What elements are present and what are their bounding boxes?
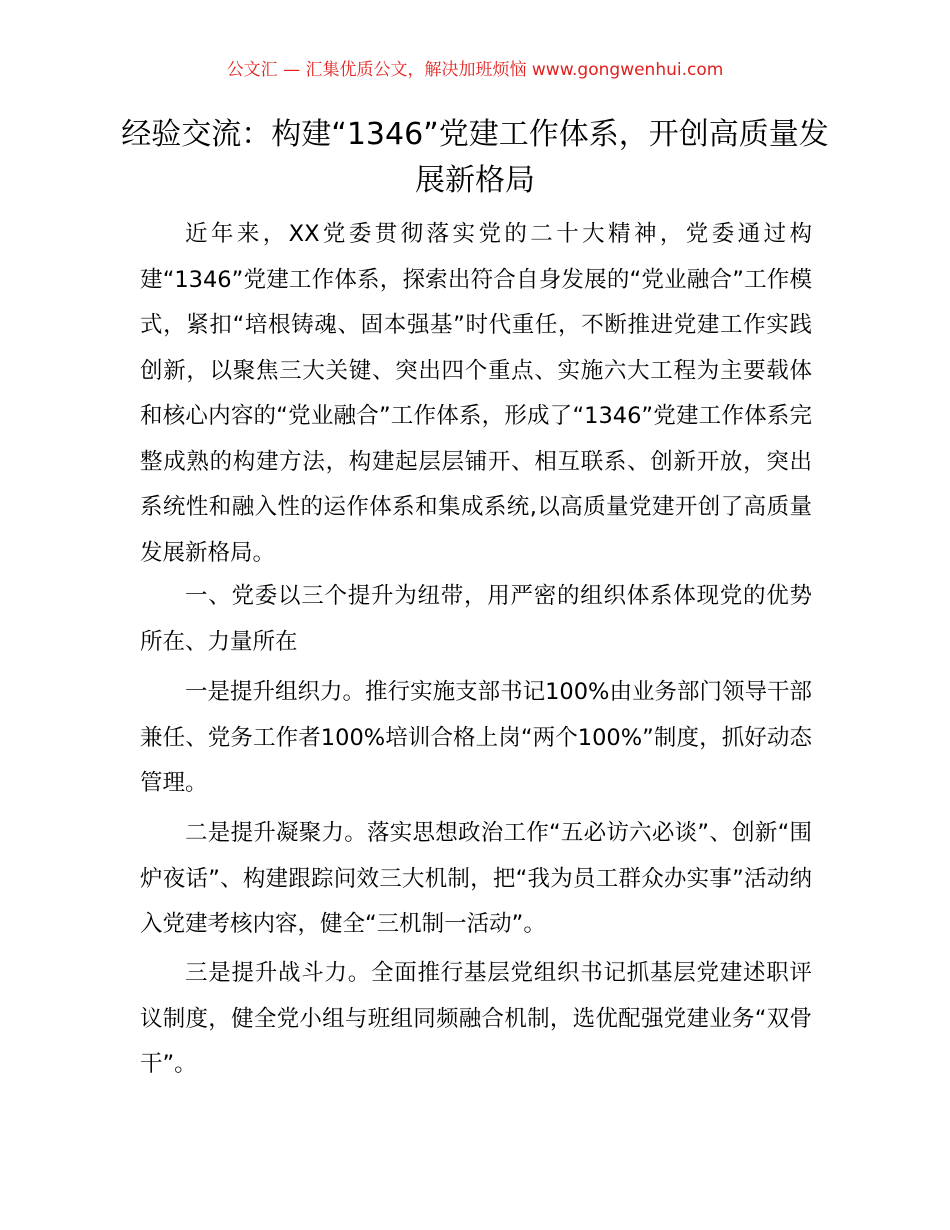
document-title: 经验交流：构建“1346”党建工作体系，开创高质量发展新格局 (121, 117, 829, 198)
header-banner: 公文汇 — 汇集优质公文，解决加班烦恼 www.gongwenhui.com (226, 60, 724, 80)
point-3-paragraph: 三是提升战斗力。全面推行基层党组织书记抓基层党建述职评议制度，健全党小组与班组同频融合机制，选优配强党建业务“双骨干”。 (140, 960, 812, 1077)
point-1-paragraph: 一是提升组织力。推行实施支部书记100%由业务部门领导干部兼任、党务工作者100%培训合格上岗“两个100%”制度，抓好动态管理。 (140, 679, 812, 796)
intro-paragraph: 近年来，XX党委贯彻落实党的二十大精神，党委通过构建“1346”党建工作体系，探索出符合自身发展的“党业融合”工作模式，紧扣“培根铸魂、固本强基”时代重任，不断推进党建工作实践创新，以聚焦三大关键、突出四个重点、实施六大工程为主要载体和核心内容的“党业融合”工作体系，形成了“1346”党建工作体系完整成熟的构建方法，构建起层层铺开、相互联系、创新开放，突出系统性和融入性的运作体系和集成系统,以高质量党建开创了高质量发展新格局。 (140, 221, 812, 566)
point-2-paragraph: 二是提升凝聚力。落实思想政治工作“五必访六必谈”、创新“围炉夜话”、构建跟踪问效三大机制，把“我为员工群众办实事”活动纳入党建考核内容，健全“三机制一活动”。 (140, 820, 812, 937)
section-heading-1: 一、党委以三个提升为纽带，用严密的组织体系体现党的优势所在、力量所在 (140, 583, 812, 655)
